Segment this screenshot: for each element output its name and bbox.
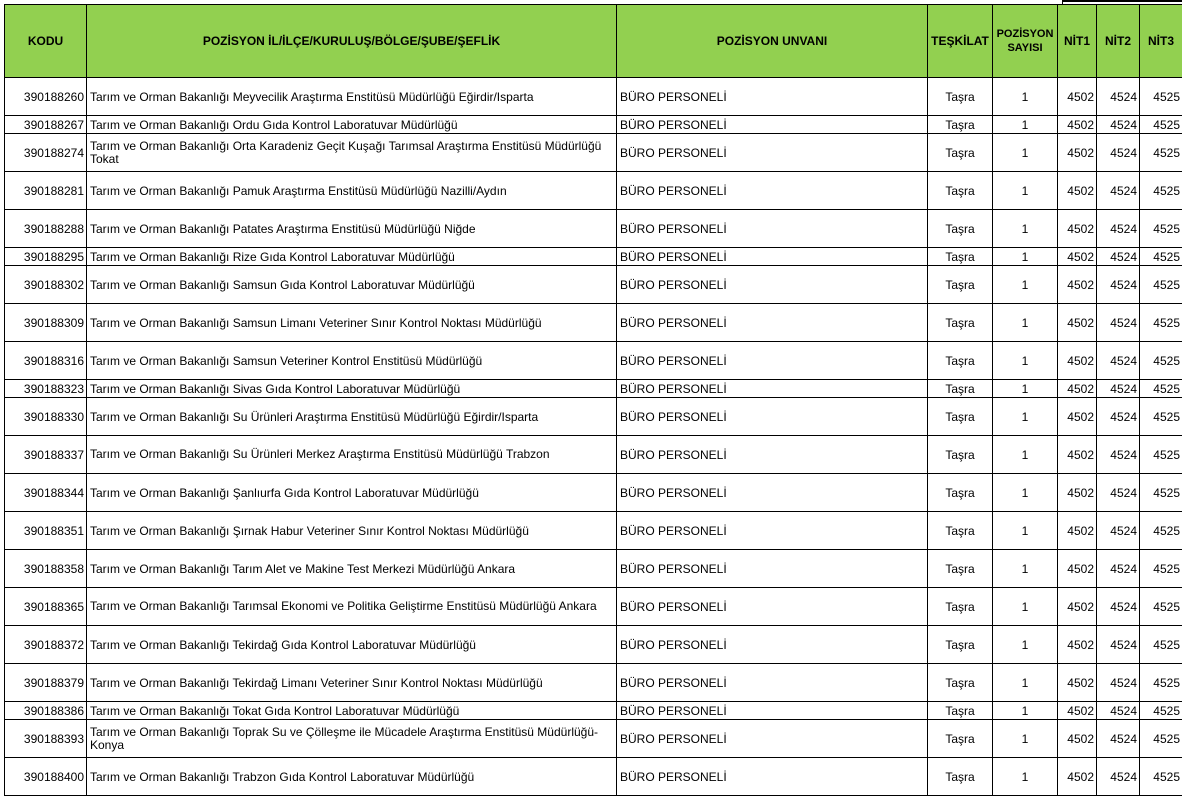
table-row (5, 626, 1182, 664)
cell-pozisyon-sayisi: 1 (993, 550, 1058, 588)
cell-pozisyon-sayisi: 1 (993, 342, 1058, 380)
cell-pozisyon: Tarım ve Orman Bakanlığı Şanlıurfa Gıda Kontrol Laboratuvar Müdürlüğü (87, 474, 617, 512)
cell-kodu: 390188316 (5, 342, 87, 380)
cell-nit2: 4524 (1097, 210, 1140, 248)
cell-pozisyon: Tarım ve Orman Bakanlığı Samsun Gıda Kontrol Laboratuvar Müdürlüğü (87, 266, 617, 304)
cell-unvan: BÜRO PERSONELİ (617, 266, 928, 304)
cell-teskilat: Taşra (928, 474, 993, 512)
cell-nit2: 4524 (1097, 702, 1140, 720)
table-row (5, 398, 1182, 436)
cell-nit2: 4524 (1097, 436, 1140, 474)
cell-pozisyon: Tarım ve Orman Bakanlığı Toprak Su ve Çölleşme ile Mücadele Araştırma Enstitüsü Müdürlüğü-Konya (87, 720, 617, 758)
cell-kodu: 390188351 (5, 512, 87, 550)
cell-unvan: BÜRO PERSONELİ (617, 210, 928, 248)
cell-unvan: BÜRO PERSONELİ (617, 588, 928, 626)
cell-kodu: 390188288 (5, 210, 87, 248)
cell-teskilat: Taşra (928, 664, 993, 702)
cell-nit1: 4502 (1058, 436, 1097, 474)
cell-pozisyon-sayisi: 1 (993, 474, 1058, 512)
cell-teskilat: Taşra (928, 172, 993, 210)
cell-nit1: 4502 (1058, 248, 1097, 266)
cell-teskilat: Taşra (928, 342, 993, 380)
cell-nit1: 4502 (1058, 266, 1097, 304)
header-row (5, 5, 1182, 78)
cell-nit2: 4524 (1097, 248, 1140, 266)
cell-pozisyon: Tarım ve Orman Bakanlığı Su Ürünleri Merkez Araştırma Enstitüsü Müdürlüğü Trabzon (87, 436, 617, 474)
table-row (5, 512, 1182, 550)
cell-teskilat: Taşra (928, 550, 993, 588)
cell-teskilat: Taşra (928, 210, 993, 248)
cell-pozisyon-sayisi: 1 (993, 664, 1058, 702)
cell-nit1: 4502 (1058, 758, 1097, 796)
table-row (5, 248, 1182, 266)
cell-nit2: 4524 (1097, 342, 1140, 380)
cell-pozisyon-sayisi: 1 (993, 248, 1058, 266)
cell-nit2: 4524 (1097, 758, 1140, 796)
table-row (5, 116, 1182, 134)
cell-nit2: 4524 (1097, 398, 1140, 436)
cell-kodu: 390188365 (5, 588, 87, 626)
cell-pozisyon-sayisi: 1 (993, 116, 1058, 134)
cell-kodu: 390188400 (5, 758, 87, 796)
cell-unvan: BÜRO PERSONELİ (617, 342, 928, 380)
header-pozisyon-sayisi (993, 5, 1058, 78)
cell-pozisyon-sayisi: 1 (993, 266, 1058, 304)
table-row (5, 78, 1182, 116)
cell-nit3: 4525 (1140, 550, 1182, 588)
cell-pozisyon: Tarım ve Orman Bakanlığı Ordu Gıda Kontrol Laboratuvar Müdürlüğü (87, 116, 617, 134)
cell-pozisyon-sayisi: 1 (993, 436, 1058, 474)
cell-pozisyon: Tarım ve Orman Bakanlığı Meyvecilik Araştırma Enstitüsü Müdürlüğü Eğirdir/Isparta (87, 78, 617, 116)
cell-kodu: 390188372 (5, 626, 87, 664)
cell-kodu: 390188330 (5, 398, 87, 436)
cell-nit1: 4502 (1058, 398, 1097, 436)
cell-pozisyon-sayisi: 1 (993, 720, 1058, 758)
cell-pozisyon: Tarım ve Orman Bakanlığı Samsun Veteriner Kontrol Enstitüsü Müdürlüğü (87, 342, 617, 380)
cell-teskilat: Taşra (928, 134, 993, 172)
cell-pozisyon: Tarım ve Orman Bakanlığı Tokat Gıda Kontrol Laboratuvar Müdürlüğü (87, 702, 617, 720)
cell-pozisyon-sayisi: 1 (993, 758, 1058, 796)
cell-pozisyon-sayisi: 1 (993, 380, 1058, 398)
cell-pozisyon-sayisi: 1 (993, 398, 1058, 436)
cell-pozisyon: Tarım ve Orman Bakanlığı Rize Gıda Kontrol Laboratuvar Müdürlüğü (87, 248, 617, 266)
header-pozisyon: POZİSYON İL/İLÇE/KURULUŞ/BÖLGE/ŞUBE/ŞEFLİK (87, 5, 617, 78)
cell-nit2: 4524 (1097, 626, 1140, 664)
cell-unvan: BÜRO PERSONELİ (617, 134, 928, 172)
cell-nit3: 4525 (1140, 626, 1182, 664)
cell-nit1: 4502 (1058, 304, 1097, 342)
cell-nit1: 4502 (1058, 474, 1097, 512)
cell-teskilat: Taşra (928, 588, 993, 626)
header-kodu: KODU (5, 5, 87, 78)
header-unvan: POZİSYON UNVANI (617, 5, 928, 78)
cell-pozisyon: Tarım ve Orman Bakanlığı Samsun Limanı Veteriner Sınır Kontrol Noktası Müdürlüğü (87, 304, 617, 342)
cell-kodu: 390188295 (5, 248, 87, 266)
cell-pozisyon-sayisi: 1 (993, 702, 1058, 720)
cell-nit1: 4502 (1058, 512, 1097, 550)
cell-nit2: 4524 (1097, 474, 1140, 512)
header-teskilat: TEŞKİLAT (928, 5, 993, 78)
cell-kodu: 390188309 (5, 304, 87, 342)
cell-pozisyon-sayisi: 1 (993, 134, 1058, 172)
cell-kodu: 390188379 (5, 664, 87, 702)
cell-unvan: BÜRO PERSONELİ (617, 702, 928, 720)
table-row (5, 342, 1182, 380)
cell-nit3: 4525 (1140, 210, 1182, 248)
cell-nit3: 4525 (1140, 380, 1182, 398)
cell-teskilat: Taşra (928, 702, 993, 720)
cell-unvan: BÜRO PERSONELİ (617, 474, 928, 512)
cell-pozisyon-sayisi: 1 (993, 78, 1058, 116)
table-row (5, 210, 1182, 248)
cell-pozisyon: Tarım ve Orman Bakanlığı Tekirdağ Gıda Kontrol Laboratuvar Müdürlüğü (87, 626, 617, 664)
cell-unvan: BÜRO PERSONELİ (617, 380, 928, 398)
table-body (5, 78, 1182, 796)
cell-teskilat: Taşra (928, 720, 993, 758)
cell-pozisyon: Tarım ve Orman Bakanlığı Tarım Alet ve Makine Test Merkezi Müdürlüğü Ankara (87, 550, 617, 588)
cell-nit2: 4524 (1097, 172, 1140, 210)
cell-nit3: 4525 (1140, 758, 1182, 796)
cell-nit3: 4525 (1140, 248, 1182, 266)
cell-nit3: 4525 (1140, 172, 1182, 210)
cell-pozisyon-sayisi: 1 (993, 512, 1058, 550)
cell-unvan: BÜRO PERSONELİ (617, 116, 928, 134)
table-row (5, 758, 1182, 796)
cell-nit2: 4524 (1097, 266, 1140, 304)
cell-teskilat: Taşra (928, 78, 993, 116)
table-row (5, 436, 1182, 474)
cell-nit1: 4502 (1058, 134, 1097, 172)
cell-pozisyon: Tarım ve Orman Bakanlığı Pamuk Araştırma Enstitüsü Müdürlüğü Nazilli/Aydın (87, 172, 617, 210)
cell-teskilat: Taşra (928, 248, 993, 266)
cell-pozisyon: Tarım ve Orman Bakanlığı Trabzon Gıda Kontrol Laboratuvar Müdürlüğü (87, 758, 617, 796)
cell-nit1: 4502 (1058, 550, 1097, 588)
cell-kodu: 390188260 (5, 78, 87, 116)
cell-kodu: 390188281 (5, 172, 87, 210)
cell-kodu: 390188337 (5, 436, 87, 474)
cell-nit3: 4525 (1140, 588, 1182, 626)
header-nit3: NİT3 (1140, 5, 1182, 78)
cell-teskilat: Taşra (928, 626, 993, 664)
cell-nit3: 4525 (1140, 702, 1182, 720)
cell-nit1: 4502 (1058, 720, 1097, 758)
cell-nit1: 4502 (1058, 342, 1097, 380)
header-sayi-line2: SAYISI (1007, 42, 1043, 54)
table-row (5, 134, 1182, 172)
cell-kodu: 390188267 (5, 116, 87, 134)
cell-kodu: 390188393 (5, 720, 87, 758)
cell-pozisyon: Tarım ve Orman Bakanlığı Orta Karadeniz Geçit Kuşağı Tarımsal Araştırma Enstitüsü Müdürlüğü Tokat (87, 134, 617, 172)
cell-pozisyon-sayisi: 1 (993, 210, 1058, 248)
cell-nit3: 4525 (1140, 398, 1182, 436)
cell-nit3: 4525 (1140, 664, 1182, 702)
cell-nit1: 4502 (1058, 116, 1097, 134)
table-row (5, 380, 1182, 398)
cell-unvan: BÜRO PERSONELİ (617, 436, 928, 474)
position-table (4, 4, 1182, 796)
cell-unvan: BÜRO PERSONELİ (617, 248, 928, 266)
cell-pozisyon: Tarım ve Orman Bakanlığı Şırnak Habur Veteriner Sınır Kontrol Noktası Müdürlüğü (87, 512, 617, 550)
cell-unvan: BÜRO PERSONELİ (617, 512, 928, 550)
header-sayi-line1: POZİSYON (996, 28, 1054, 40)
cell-pozisyon: Tarım ve Orman Bakanlığı Tekirdağ Limanı Veteriner Sınır Kontrol Noktası Müdürlüğü (87, 664, 617, 702)
cell-nit3: 4525 (1140, 266, 1182, 304)
table-row (5, 588, 1182, 626)
cell-unvan: BÜRO PERSONELİ (617, 720, 928, 758)
cell-nit3: 4525 (1140, 512, 1182, 550)
cell-nit1: 4502 (1058, 664, 1097, 702)
cell-nit2: 4524 (1097, 720, 1140, 758)
table-row (5, 720, 1182, 758)
cell-nit2: 4524 (1097, 512, 1140, 550)
table-row (5, 702, 1182, 720)
cell-nit2: 4524 (1097, 380, 1140, 398)
table-row (5, 304, 1182, 342)
cell-nit2: 4524 (1097, 304, 1140, 342)
cell-teskilat: Taşra (928, 758, 993, 796)
table-row (5, 550, 1182, 588)
cell-teskilat: Taşra (928, 436, 993, 474)
cell-kodu: 390188323 (5, 380, 87, 398)
cell-nit2: 4524 (1097, 588, 1140, 626)
cell-kodu: 390188344 (5, 474, 87, 512)
cell-teskilat: Taşra (928, 116, 993, 134)
cell-pozisyon: Tarım ve Orman Bakanlığı Su Ürünleri Araştırma Enstitüsü Müdürlüğü Eğirdir/Isparta (87, 398, 617, 436)
cell-unvan: BÜRO PERSONELİ (617, 664, 928, 702)
cell-kodu: 390188358 (5, 550, 87, 588)
cell-unvan: BÜRO PERSONELİ (617, 304, 928, 342)
cell-unvan: BÜRO PERSONELİ (617, 398, 928, 436)
cell-pozisyon-sayisi: 1 (993, 304, 1058, 342)
header-nit1: NİT1 (1058, 5, 1097, 78)
cell-nit3: 4525 (1140, 116, 1182, 134)
cell-unvan: BÜRO PERSONELİ (617, 550, 928, 588)
table-row (5, 266, 1182, 304)
cell-unvan: BÜRO PERSONELİ (617, 758, 928, 796)
cell-nit1: 4502 (1058, 172, 1097, 210)
cell-pozisyon-sayisi: 1 (993, 172, 1058, 210)
table-row (5, 474, 1182, 512)
cell-teskilat: Taşra (928, 512, 993, 550)
cell-unvan: BÜRO PERSONELİ (617, 172, 928, 210)
cell-nit2: 4524 (1097, 116, 1140, 134)
cell-nit1: 4502 (1058, 626, 1097, 664)
cell-nit2: 4524 (1097, 664, 1140, 702)
cell-nit1: 4502 (1058, 702, 1097, 720)
cell-unvan: BÜRO PERSONELİ (617, 78, 928, 116)
cell-nit2: 4524 (1097, 550, 1140, 588)
cell-teskilat: Taşra (928, 380, 993, 398)
cell-nit1: 4502 (1058, 380, 1097, 398)
cell-teskilat: Taşra (928, 398, 993, 436)
cell-pozisyon: Tarım ve Orman Bakanlığı Patates Araştırma Enstitüsü Müdürlüğü Niğde (87, 210, 617, 248)
cell-pozisyon-sayisi: 1 (993, 626, 1058, 664)
cell-teskilat: Taşra (928, 266, 993, 304)
cell-nit3: 4525 (1140, 342, 1182, 380)
cell-nit2: 4524 (1097, 134, 1140, 172)
header-nit2: NİT2 (1097, 5, 1140, 78)
cell-kodu: 390188386 (5, 702, 87, 720)
table-row (5, 664, 1182, 702)
cell-nit3: 4525 (1140, 78, 1182, 116)
cell-pozisyon-sayisi: 1 (993, 588, 1058, 626)
cell-teskilat: Taşra (928, 304, 993, 342)
cell-nit3: 4525 (1140, 474, 1182, 512)
cell-nit2: 4524 (1097, 78, 1140, 116)
cell-unvan: BÜRO PERSONELİ (617, 626, 928, 664)
cell-nit1: 4502 (1058, 210, 1097, 248)
cell-nit1: 4502 (1058, 78, 1097, 116)
cell-pozisyon: Tarım ve Orman Bakanlığı Sivas Gıda Kontrol Laboratuvar Müdürlüğü (87, 380, 617, 398)
cell-nit3: 4525 (1140, 304, 1182, 342)
cell-pozisyon: Tarım ve Orman Bakanlığı Tarımsal Ekonomi ve Politika Geliştirme Enstitüsü Müdürlüğü Ankara (87, 588, 617, 626)
cell-nit1: 4502 (1058, 588, 1097, 626)
cell-kodu: 390188302 (5, 266, 87, 304)
table-row (5, 172, 1182, 210)
cell-nit3: 4525 (1140, 720, 1182, 758)
cell-nit3: 4525 (1140, 436, 1182, 474)
cell-nit3: 4525 (1140, 134, 1182, 172)
cell-kodu: 390188274 (5, 134, 87, 172)
